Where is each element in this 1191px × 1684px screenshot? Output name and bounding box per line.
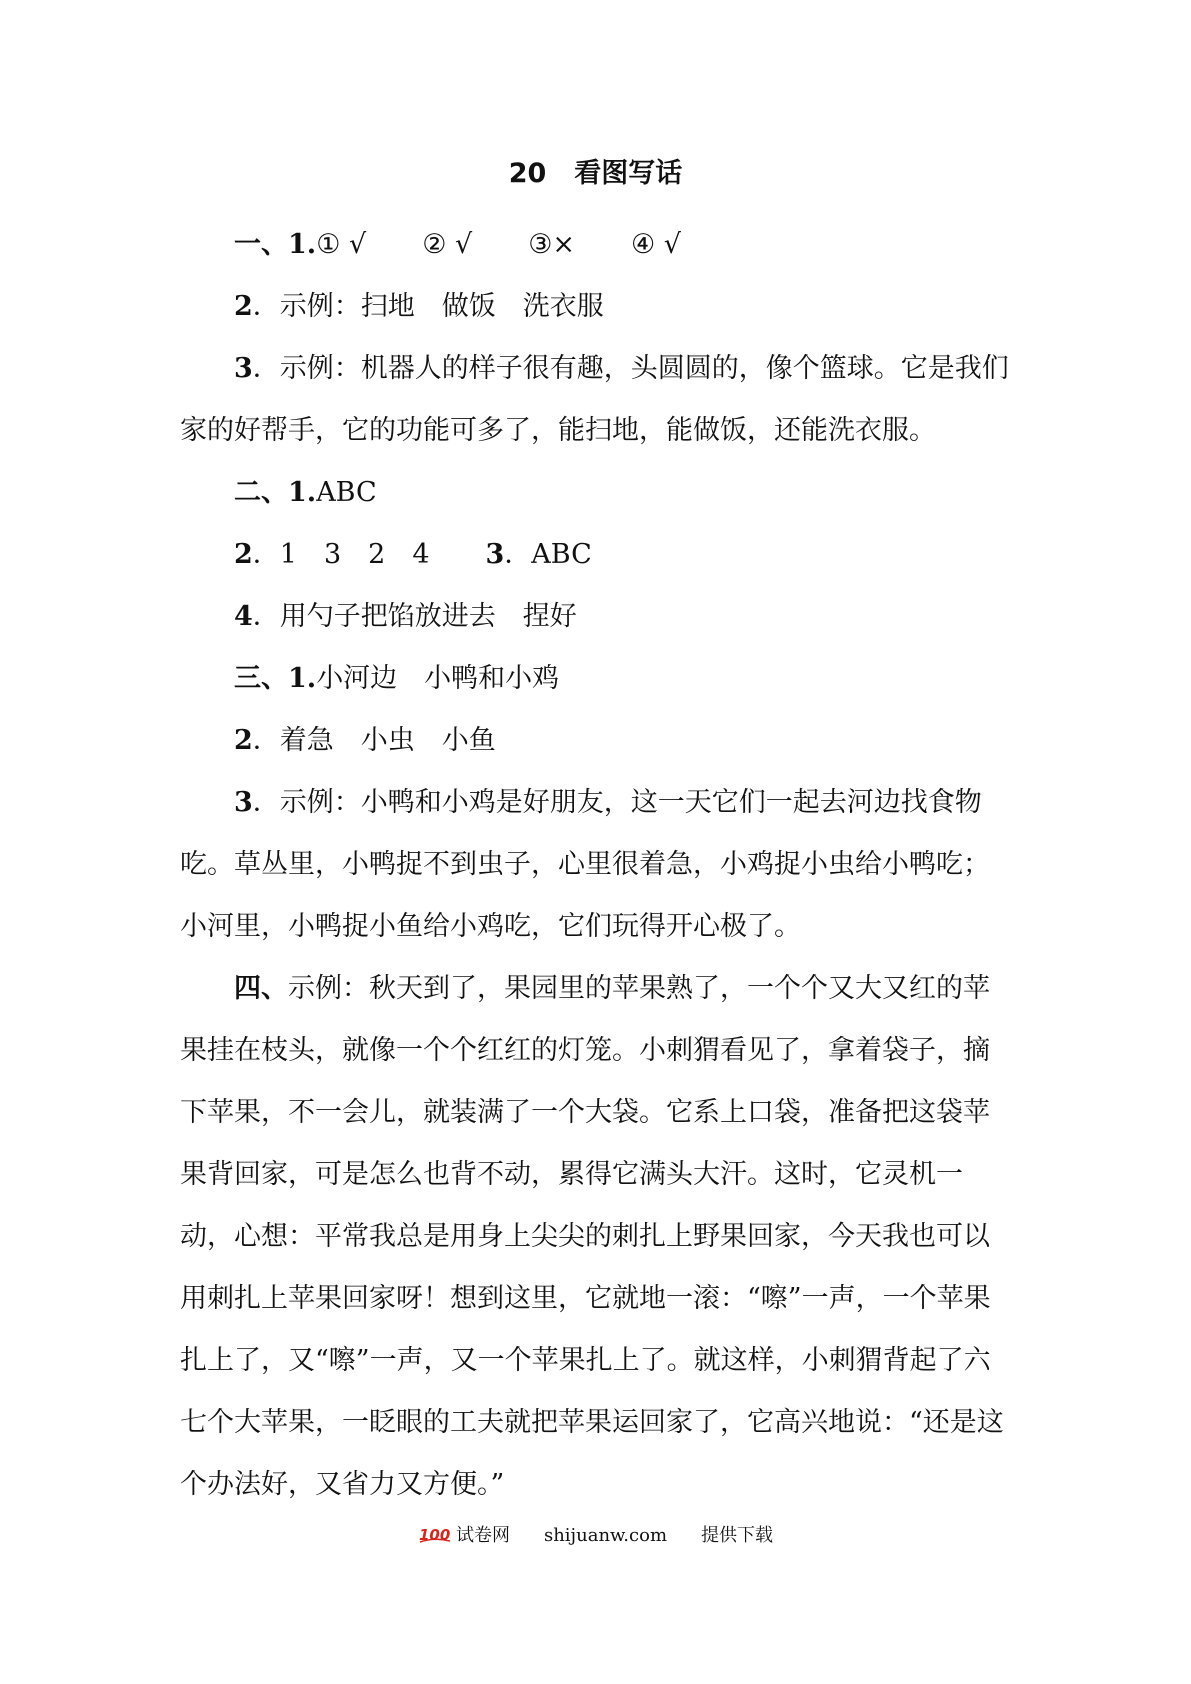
download-note: 提供下载 (701, 1525, 774, 1546)
page-footer (0, 1522, 1191, 1553)
s3-q3-text: ．示例：小鸭和小鸡是好朋友，这一天它们一起去河边找食物吃。草丛里，小鸭捉不到虫子，心里很着急，小鸡捉小虫给小鸭吃；小河里，小鸭捉小鱼给小鸡吃，它们玩得开心极了。 (180, 787, 990, 942)
svg-text:100: 100 (418, 1526, 451, 1544)
site-name: 试卷网 (455, 1525, 510, 1546)
answer-content (180, 214, 1015, 1516)
s1-q1-a1: ① √ (316, 229, 367, 260)
s1-q2-text: ．示例：扫地 做饭 洗衣服 (252, 291, 604, 322)
s1-q1-a3: ③× (528, 229, 576, 260)
s3-q1-text: 小河边 小鸭和小鸡 (316, 663, 560, 694)
s2-q4 (180, 586, 1015, 648)
s2-q4-num: 4 (234, 601, 253, 632)
page-title (0, 154, 1191, 194)
s2-q2-q3 (180, 524, 1015, 586)
s2-q1-prefix: 二、1. (234, 477, 317, 508)
s1-q1 (180, 214, 1015, 276)
s4-text: 示例：秋天到了，果园里的苹果熟了，一个个又大又红的苹果挂在枝头，就像一个个红红的灯笼。小刺猬看见了，拿着袋子，摘下苹果，不一会儿，就装满了一个大袋。它系上口袋，准备把这袋苹果背回家，可是怎么也背不动，累得它满头大汗。这时，它灵机一动，心想：平常我总是用身上尖尖的刺扎上野果回家，今天我也可以用刺扎上苹果回家呀！想到这里，它就地一滚：“嚓”一声，一个苹果扎上了，又“嚓”一声，又一个苹果扎上了。就这样，小刺猬背起了六七个大苹果，一眨眼的工夫就把苹果运回家了，它高兴地说：“还是这个办法好，又省力又方便。” (180, 973, 1004, 1500)
s4-answer (180, 958, 1015, 1516)
s3-q2 (180, 710, 1015, 772)
s3-q1-prefix: 三、1. (234, 663, 317, 694)
s1-q3-text: ．示例：机器人的样子很有趣，头圆圆的，像个篮球。它是我们家的好帮手，它的功能可多了，能扫地，能做饭，还能洗衣服。 (180, 353, 1009, 446)
s1-q3-num: 3 (234, 353, 253, 384)
lesson-number: 20 (508, 158, 547, 189)
lesson-title: 看图写话 (574, 158, 683, 189)
logo-100-icon (418, 1524, 452, 1544)
s3-q2-num: 2 (234, 725, 253, 756)
s3-q3-num: 3 (234, 787, 253, 818)
s4-prefix: 四、 (234, 973, 288, 1004)
site-logo (418, 1524, 452, 1553)
s2-q2-text: ．1 3 2 4 (252, 539, 430, 570)
s2-q4-text: ．用勺子把馅放进去 捏好 (252, 601, 577, 632)
s2-q1 (180, 462, 1015, 524)
s2-q1-text: ABC (316, 477, 377, 508)
s2-q2-num: 2 (234, 539, 253, 570)
s1-q1-prefix: 一、1. (234, 229, 317, 260)
s3-q3 (180, 772, 1015, 958)
s2-q3-num: 3 (485, 539, 505, 570)
s1-q1-a2: ② √ (422, 229, 473, 260)
s1-q2 (180, 276, 1015, 338)
s1-q2-num: 2 (234, 291, 253, 322)
s1-q3 (180, 338, 1015, 462)
s3-q2-text: ．着急 小虫 小鱼 (252, 725, 496, 756)
site-url[interactable]: shijuanw.com (543, 1525, 668, 1546)
s1-q1-a4: ④ √ (631, 229, 682, 260)
s3-q1 (180, 648, 1015, 710)
s2-q3-text: ．ABC (504, 539, 592, 570)
